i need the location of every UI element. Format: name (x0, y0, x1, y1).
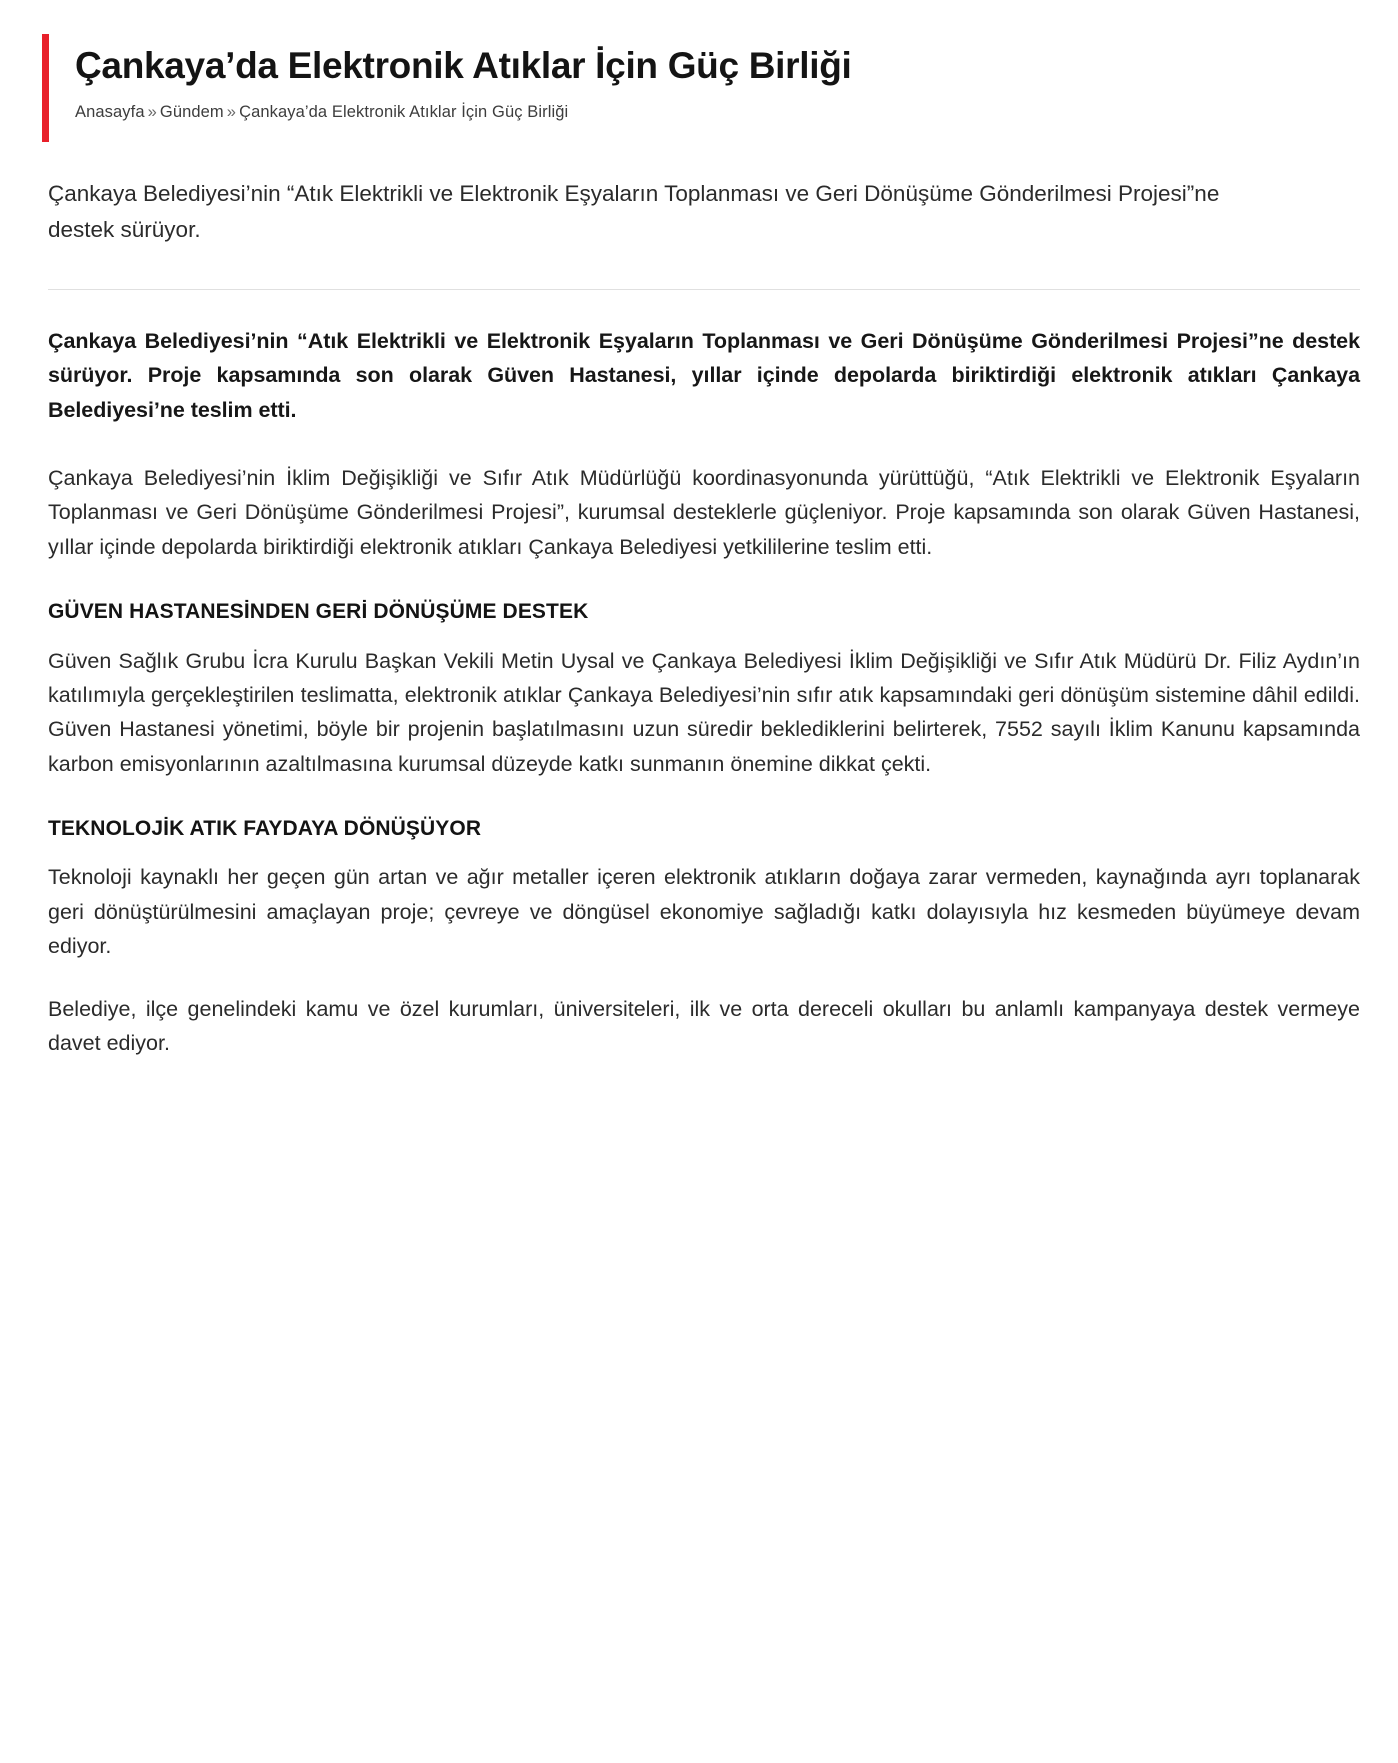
breadcrumb (75, 102, 851, 123)
breadcrumb-separator-2: » (226, 102, 237, 121)
accent-bar (42, 34, 49, 142)
article-subheading-2: TEKNOLOJİK ATIK FAYDAYA DÖNÜŞÜYOR (48, 817, 482, 841)
article-paragraph-3: Teknoloji kaynaklı her geçen gün artan ve ağır metaller içeren elektronik atıkların doğaya zarar vermeden, kaynağında ayrı toplanarak geri dönüştürülmesini amaçlayan proje; çevreye ve döngüsel ekonomiye sağladığı katkı dolayısıyla hız kesmeden büyümeye devam ediyor. (48, 865, 1360, 959)
breadcrumb-separator-1: » (147, 102, 157, 121)
page-title: Çankaya’da Elektronik Atıklar İçin Güç Birliği (75, 44, 852, 86)
breadcrumb-link-home[interactable]: Anasayfa (75, 102, 145, 121)
article-paragraph-2: Güven Sağlık Grubu İcra Kurulu Başkan Vekili Metin Uysal ve Çankaya Belediyesi İklim Değişikliği ve Sıfır Atık Müdürü Dr. Filiz Aydın’ın katılımıyla gerçekleştirilen teslimatta, elektronik atıklar Çankaya Belediyesi’nin sıfır atık kapsamındaki geri dönüşüm sistemine dâhil edildi. Güven Hastanesi yönetimi, böyle bir projenin başlatılmasını uzun süredir beklediklerini belirterek, 7552 sayılı İklim Kanunu kapsamında karbon emisyonlarının azaltılmasına kurumsal düzeyde katkı sunmanın önemine dikkat çekti. (48, 648, 1360, 776)
article-subheading-1: GÜVEN HASTANESİNDEN GERİ DÖNÜŞÜME DESTEK (48, 600, 589, 624)
article-paragraph-4: Belediye, ilçe genelindeki kamu ve özel kurumları, üniversiteleri, ilk ve orta dereceli okulları bu anlamlı kampanyaya destek vermeye davet ediyor. (48, 996, 1360, 1055)
article-lede: Çankaya Belediyesi’nin “Atık Elektrikli ve Elektronik Eşyaların Toplanması ve Geri Dönüşüme Gönderilmesi Projesi”ne destek sürüyor. (48, 181, 1220, 243)
bottom-spacer (48, 1088, 1360, 1388)
article-paragraph-bold: Çankaya Belediyesi’nin “Atık Elektrikli ve Elektronik Eşyaların Toplanması ve Geri Dönüşüme Gönderilmesi Projesi”ne destek sürüyor. Proje kapsamında son olarak Güven Hastanesi, yıllar içinde depolarda biriktirdiği elektronik atıkları Çankaya Belediyesi’ne teslim etti. (48, 328, 1360, 422)
content-divider (48, 289, 1360, 290)
article-paragraph-1: Çankaya Belediyesi’nin İklim Değişikliği ve Sıfır Atık Müdürlüğü koordinasyonunda yürüttüğü, “Atık Elektrikli ve Elektronik Eşyaların Toplanması ve Geri Dönüşüme Gönderilmesi Projesi”, kurumsal desteklerle güçleniyor. Proje kapsamında son olarak Güven Hastanesi, yıllar içinde depolarda biriktirdiği elektronik atıkları Çankaya Belediyesi yetkililerine teslim etti. (48, 466, 1360, 559)
article-header (42, 0, 1398, 142)
article-body (48, 142, 1360, 1388)
header-text-block (75, 34, 851, 142)
breadcrumb-link-category[interactable]: Gündem (159, 102, 224, 121)
breadcrumb-current: Çankaya’da Elektronik Atıklar İçin Güç Birliği (239, 102, 569, 121)
